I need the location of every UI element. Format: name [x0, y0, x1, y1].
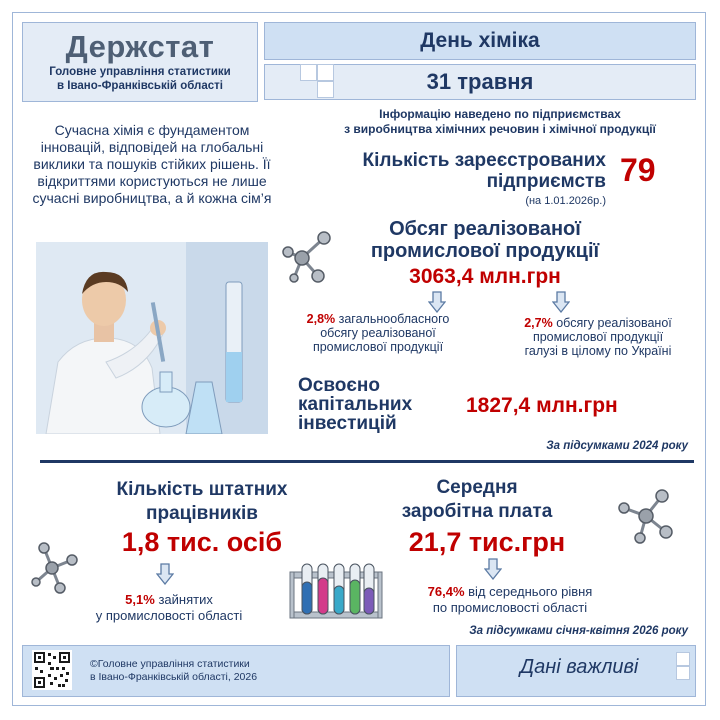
- data-important-slogan: Дані важливі: [520, 656, 639, 678]
- arrow-down-icon: [428, 291, 446, 313]
- logo-subtitle-line-1: Головне управління статистики: [49, 66, 231, 78]
- wage-share: [400, 584, 620, 616]
- staff-value: 1,8 тис. осіб: [121, 527, 283, 557]
- staff-label-line-1: Кількість штатних: [116, 479, 288, 500]
- investment-label-line-1: Освоєно: [298, 375, 380, 396]
- sales-share-region: [278, 312, 478, 354]
- arrow-down-icon: [156, 563, 174, 585]
- staff-share-value: 5,1%: [125, 592, 155, 607]
- wage-share-text-2: по промисловості області: [432, 600, 588, 615]
- enterprises-value: 79: [620, 152, 656, 188]
- molecule-icon: [30, 540, 80, 596]
- scientist-photo: [36, 242, 268, 434]
- staff-share-text-2: у промисловості області: [95, 608, 243, 623]
- staff-label-line-2: працівників: [146, 503, 258, 524]
- investment-label: [298, 376, 458, 433]
- wage-share-value: 76,4%: [427, 584, 465, 599]
- grid-decoration: [676, 652, 710, 686]
- arrow-down-icon: [552, 291, 570, 313]
- enterprises-label-line-1: Кількість зареєстрованих: [362, 150, 606, 171]
- wage-label-line-1: Середня: [436, 477, 518, 498]
- enterprises-label: [316, 150, 606, 192]
- section-divider: [40, 460, 694, 463]
- logo-title: Держстат: [65, 29, 215, 64]
- info-note: [300, 107, 700, 137]
- sales-share-region-text-2: обсягу реалізованої: [320, 326, 436, 340]
- copyright-line-1: ©Головне управління статистики: [90, 658, 250, 670]
- wage-label: [392, 476, 562, 524]
- info-note-line-2: з виробництва хімічних речовин і хімічної продукції: [344, 122, 656, 136]
- sales-share-region-text-1: загальнообласного: [338, 312, 450, 326]
- intro-text: Сучасна хімія є фундаментом інновацій, відповідей на глобальні виклики та пошуків стійких рішень. Її відкриттями користуються не лише сучасні виробництва, а й кожна сім’я: [32, 122, 272, 206]
- sales-share-ukraine-text-1: обсягу реалізованої: [556, 316, 672, 330]
- enterprises-label-line-2: підприємств: [486, 171, 606, 192]
- sales-label-line-1: Обсяг реалізованої: [389, 218, 581, 240]
- molecule-icon: [610, 486, 680, 546]
- investment-label-line-2: капітальних: [298, 394, 413, 415]
- holiday-date: 31 травня: [264, 64, 696, 100]
- test-tubes-icon: [288, 558, 384, 622]
- sales-share-region-value: 2,8%: [306, 312, 336, 326]
- investment-label-line-3: інвестицій: [298, 413, 397, 434]
- grid-decoration: [300, 64, 334, 98]
- sales-share-ukraine: [488, 316, 708, 358]
- staff-label: [96, 478, 308, 526]
- logo-block: [22, 22, 258, 102]
- sales-label: [330, 218, 640, 262]
- investment-value: 1827,4 млн.грн: [466, 394, 618, 417]
- sales-share-region-text-3: промислової продукції: [312, 340, 444, 354]
- wage-label-line-2: заробітна плата: [401, 501, 553, 522]
- sales-value: 3063,4 млн.грн: [409, 265, 561, 288]
- arrow-down-icon: [484, 558, 502, 580]
- copyright-line-2: в Івано-Франківській області, 2026: [90, 671, 258, 683]
- period-note-2024: За підсумками 2024 року: [546, 440, 688, 452]
- staff-share-text-1: зайнятих: [158, 592, 213, 607]
- copyright: [90, 658, 310, 684]
- logo-subtitle-line-2: в Івано-Франківській області: [57, 80, 223, 92]
- period-note-2026: За підсумками січня-квітня 2026 року: [469, 625, 688, 637]
- qr-code-icon[interactable]: [32, 650, 72, 690]
- sales-share-ukraine-text-3: галузі в цілому по Україні: [524, 344, 672, 358]
- sales-share-ukraine-text-2: промислової продукції: [532, 330, 664, 344]
- sales-label-line-2: промислової продукції: [370, 240, 600, 262]
- page-title: День хіміка: [264, 22, 696, 60]
- staff-share: [64, 592, 274, 624]
- wage-value: 21,7 тис.грн: [408, 527, 566, 557]
- wage-share-text-1: від середнього рівня: [468, 584, 593, 599]
- enterprises-date-note: (на 1.01.2026р.): [525, 195, 606, 207]
- sales-share-ukraine-value: 2,7%: [524, 316, 553, 330]
- info-note-line-1: Інформацію наведено по підприємствах: [379, 107, 621, 121]
